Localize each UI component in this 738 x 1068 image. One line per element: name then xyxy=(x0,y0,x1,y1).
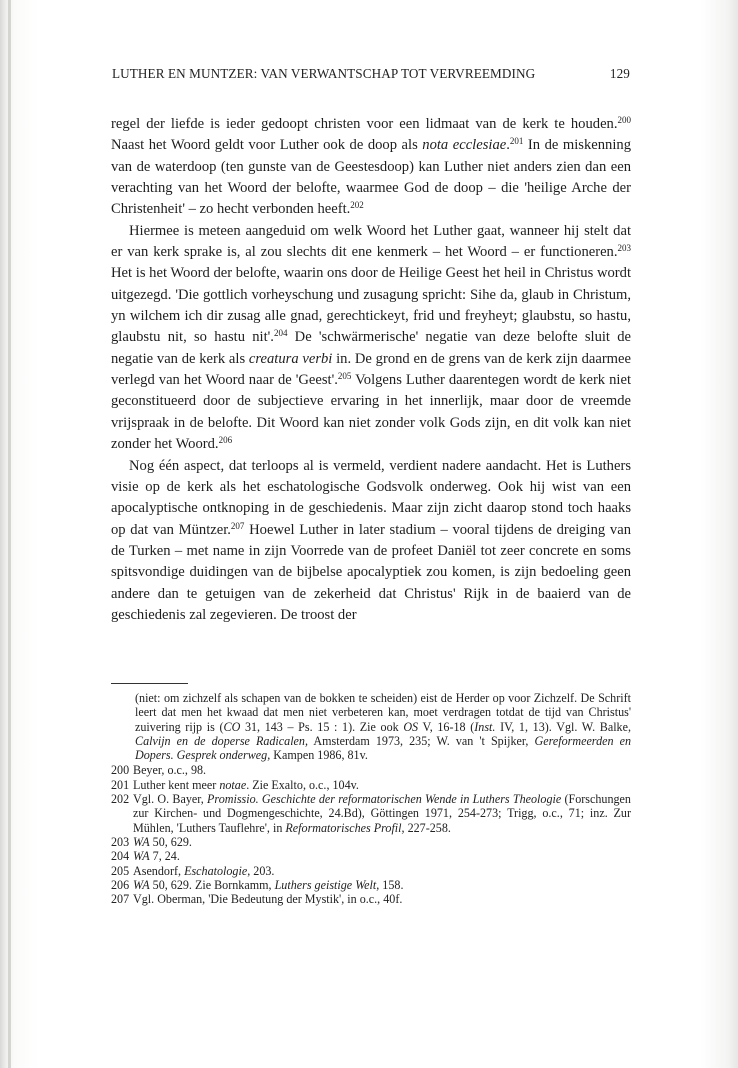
main-text xyxy=(111,114,631,626)
italic-ref: Calvijn en de doperse Radicalen, xyxy=(135,733,308,748)
footnote-number: 200 xyxy=(111,763,130,778)
text-run: Vgl. O. Bayer, xyxy=(133,792,208,807)
text-run: De 'schwärmerische' negatie van deze belofte sluit de negatie van de kerk als xyxy=(111,329,631,367)
footnote-text xyxy=(133,763,631,777)
running-header xyxy=(112,66,630,86)
footnote-205 xyxy=(111,864,631,878)
footnote-204 xyxy=(111,849,631,863)
text-run: Beyer, o.c., 98. xyxy=(133,763,207,778)
text-run: 7, 24. xyxy=(149,849,180,864)
italic-ref: Eschatologie xyxy=(184,863,248,878)
text-run: 227-258. xyxy=(404,820,451,835)
footnote-text xyxy=(133,792,631,835)
footnote-ref-201: 201 xyxy=(509,136,524,147)
italic-term: creatura verbi xyxy=(248,350,333,367)
footnote-ref-207: 207 xyxy=(230,520,245,531)
text-run: 50, 629. xyxy=(149,834,192,849)
text-run: 50, 629. Zie Bornkamm, xyxy=(149,877,275,892)
footnote-text xyxy=(133,849,631,863)
text-run: (Forschungen zur Kirchen- und Dogmengeschichte, 24.Bd), Göttingen 1971, 254-273; Trigg, o.c., 71; inz. Zur Mühlen, 'Luthers Tauflehre', in xyxy=(133,792,631,835)
italic-ref: CO xyxy=(223,719,241,734)
italic-term: nota ecclesiae xyxy=(422,137,507,154)
text-run: Nog één aspect, dat terloops al is vermeld, verdient nadere aandacht. Het is Luthers visie op de kerk als het eschatologische Godsvolk onderweg. Ook hij wist van een apocalyptische ontknoping in de geschiedenis. Maar zijn zicht daarop stond toch haaks op dat van Müntzer. xyxy=(111,457,631,538)
footnote-207 xyxy=(111,892,631,906)
text-run: Hiermee is meteen aangeduid om welk Woord het Luther gaat, wanneer hij stelt dat er van kerk sprake is, al zou slechts dit ene kenmerk – het Woord – er functioneren. xyxy=(111,222,631,261)
footnote-text xyxy=(133,892,631,906)
footnote-203 xyxy=(111,835,631,849)
footnote-ref-205: 205 xyxy=(337,371,352,382)
italic-ref: Promissio. Geschichte der reformatorischen Wende in Luthers Theologie xyxy=(207,792,562,807)
text-run: . Zie Exalto, o.c., 104v. xyxy=(246,777,359,792)
text-run: Luther kent meer xyxy=(133,777,220,792)
footnote-number: 201 xyxy=(111,777,130,792)
text-run: . xyxy=(506,137,510,154)
italic-ref: OS xyxy=(403,719,419,734)
footnote-number: 207 xyxy=(111,892,130,907)
footnote-number: 204 xyxy=(111,849,130,864)
page-number: 129 xyxy=(609,66,630,81)
paragraph-2 xyxy=(111,221,631,456)
footnote-ref-202: 202 xyxy=(350,200,364,211)
footnote-number: 202 xyxy=(111,792,130,807)
text-run: Vgl. Oberman, 'Die Bedeutung der Mystik', in o.c., 40f. xyxy=(133,892,403,907)
text-run: 158. xyxy=(379,877,404,892)
text-run: Asendorf, xyxy=(133,863,185,878)
text-run: V, 16-18 ( xyxy=(418,719,475,734)
footnote-separator xyxy=(111,683,188,684)
footnote-text xyxy=(133,835,631,849)
text-run: Hoewel Luther in later stadium – vooral tijdens de dreiging van de Turken – met name in zijn Voorrede van de profeet Daniël tot zeer concrete en soms spitsvondige duidingen van de bijbelse apocalyptiek zou komen, is zijn bedoeling geen andere dan te getuigen van de zekerheid dat Christus' Rijk in de baaierd van de geschiedenis zal zegevieren. De troost der xyxy=(111,521,631,623)
footnote-text xyxy=(133,864,631,878)
text-run: Naast het Woord geldt voor Luther ook de doop als xyxy=(111,137,423,154)
footnote-202 xyxy=(111,792,631,835)
text-run: in. De grond en de grens van de kerk zijn daarmee verlegd van het Woord naar de 'Geest'. xyxy=(111,350,631,389)
text-run: IV, 1, 13). Vgl. W. Balke, xyxy=(495,719,632,734)
footnote-number: 203 xyxy=(111,834,130,849)
footnote-ref-204: 204 xyxy=(273,328,288,339)
footnote-text xyxy=(133,778,631,792)
footnote-ref-206: 206 xyxy=(218,435,233,446)
italic-ref: Reformatorisches Profil, xyxy=(285,820,405,835)
text-run: Volgens Luther daarentegen wordt de kerk niet geconstitueerd door de subjectieve ervaring in het innerlijk, maar door de vreemde vrijspraak in de belofte. Dit Woord kan niet zonder volk Gods zijn, en dit volk kan niet zonder het Woord. xyxy=(111,372,632,453)
footnote-200 xyxy=(111,763,631,777)
text-run: Amsterdam 1973, 235; W. van 't Spijker, xyxy=(308,733,535,748)
text-run: regel der liefde is ieder gedoopt christen voor een lidmaat van de kerk te houden. xyxy=(111,116,618,132)
text-run: Het is het Woord der belofte, waarin ons door de Heilige Geest het heil in Christus wordt uitgezegd. 'Die gottlich vorheyschung und zusagung spricht: Sihe da, glaub in Christum, yn wilchem ich dir zusag alle gnad, gerechtickeyt, frid und freyheyt; glaubstu, so hastu, glaubstu nit, so hastu nit'. xyxy=(111,265,631,346)
text-run: (niet: om zichzelf als schapen van de bokken te scheiden) eist de Herder op voor Zichzelf. De Schrift leert dat men het kwaad dat men niet verbeteren kan, moet verdragen totdat de tijd van Christus' zuivering rijp is ( xyxy=(135,691,631,734)
text-run: , 203. xyxy=(247,863,275,878)
footnote-continuation xyxy=(111,691,631,762)
running-title: LUTHER EN MUNTZER: VAN VERWANTSCHAP TOT VERVREEMDING xyxy=(112,66,536,81)
text-run: 31, 143 – Ps. 15 : 1). Zie ook xyxy=(240,719,404,734)
footnotes xyxy=(111,691,631,906)
paragraph-3 xyxy=(111,456,631,627)
footnote-201 xyxy=(111,778,631,792)
text-run: In de miskenning van de waterdoop (ten gunste van de Geestesdoop) kan Luther niet anders zien dan een verachting van het Woord der belofte, waarmee God de doop – die 'heilige Arche der Christenheit' – zo hecht verbonden heeft. xyxy=(111,137,631,218)
footnote-ref-203: 203 xyxy=(617,243,631,254)
book-spine-shadow xyxy=(8,0,11,1068)
footnote-number: 206 xyxy=(111,877,130,892)
text-run: Kampen 1986, 81v. xyxy=(270,748,368,763)
italic-ref: Gereformeerden en Dopers. Gesprek onderweg, xyxy=(135,733,631,763)
italic-ref: Luthers geistige Welt, xyxy=(274,877,380,892)
footnote-ref-200: 200 xyxy=(617,115,631,125)
italic-ref: WA xyxy=(133,849,150,864)
paragraph-1 xyxy=(111,114,631,221)
italic-ref: WA xyxy=(133,834,150,849)
italic-ref: WA xyxy=(133,877,150,892)
italic-ref: Inst. xyxy=(474,719,496,734)
footnote-number: 205 xyxy=(111,863,130,878)
footnote-206 xyxy=(111,878,631,892)
italic-term: notae xyxy=(219,777,247,792)
footnote-text xyxy=(133,878,631,892)
